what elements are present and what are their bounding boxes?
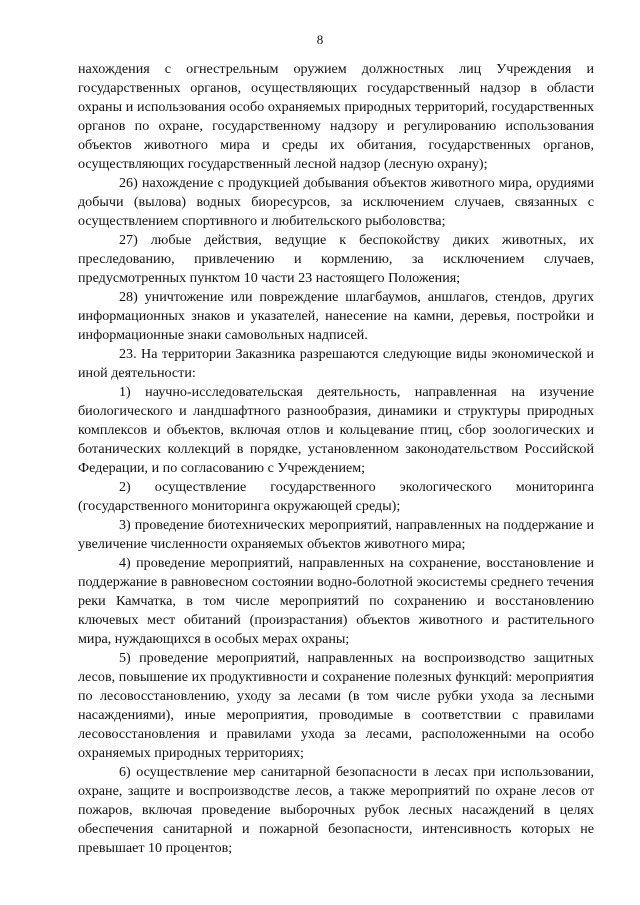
paragraph-item-26: 26) нахождение с продукцией добывания объектов животного мира, орудиями добычи (вылова) водных биоресурсов, за исключением случаев, связанных с осуществлением спортивного и любительского рыболовства;	[78, 175, 594, 229]
paragraph-permitted-2: 2) осуществление государственного экологического мониторинга (государственного мониторинга окружающей среды);	[78, 479, 594, 514]
paragraph-permitted-3: 3) проведение биотехнических мероприятий, направленных на поддержание и увеличение численности охраняемых объектов животного мира;	[78, 517, 594, 552]
paragraph-item-27: 27) любые действия, ведущие к беспокойству диких животных, их преследованию, привлечению и кормлению, за исключением случаев, предусмотренных пунктом 10 части 23 настоящего Положения;	[78, 232, 594, 286]
page-number: 8	[316, 32, 324, 47]
paragraph-section-23: 23. На территории Заказника разрешаются следующие виды экономической и иной деятельности:	[78, 346, 594, 381]
paragraph-permitted-6: 6) осуществление мер санитарной безопасности в лесах при использовании, охране, защите и воспроизводстве лесов, а также мероприятий по охране лесов от пожаров, включая проведение выборочных рубок лесных насаждений в целях обеспечения санитарной и пожарной безопасности, интенсивность которых не превышает 10 процентов;	[78, 764, 594, 856]
paragraph-item-28: 28) уничтожение или повреждение шлагбаумов, аншлагов, стендов, других информационных знаков и указателей, нанесение на камни, деревья, постройки и информационные знаки самовольных надписей.	[78, 289, 594, 343]
paragraph-permitted-1: 1) научно-исследовательская деятельность, направленная на изучение биологического и ландшафтного разнообразия, динамики и структуры природных комплексов и объектов, включая отлов и кольцевание птиц, сбор зоологических и ботанических коллекций в порядке, установленном законодательством Российской Федерации, и по согласованию с Учреждением;	[78, 384, 594, 476]
document-body	[78, 60, 594, 858]
paragraph-permitted-5: 5) проведение мероприятий, направленных на воспроизводство защитных лесов, повышение их продуктивности и сохранение полезных функций: мероприятия по лесовосстановлению, уходу за лесами (в том числе рубки ухода за лесными насаждениями), иные мероприятия, проводимые в соответствии с правилами лесовосстановления и правилами ухода за лесами, расположенными на особо охраняемых природных территориях;	[78, 650, 594, 761]
paragraph-permitted-4: 4) проведение мероприятий, направленных на сохранение, восстановление и поддержание в равновесном состоянии водно-болотной экосистемы среднего течения реки Камчатка, в том числе мероприятий по сохранению и восстановлению ключевых мест обитаний (произрастания) объектов животного и растительного мира, нуждающихся в особых мерах охраны;	[78, 555, 594, 647]
paragraph-continuation-item-25: нахождения с огнестрельным оружием должностных лиц Учреждения и государственных органов, осуществляющих государственный надзор в области охраны и использования особо охраняемых природных территорий, государственных органов по охране, государственному надзору и регулированию использования объектов животного мира и среды их обитания, государственных органов, осуществляющих государственный лесной надзор (лесную охрану);	[78, 61, 594, 172]
